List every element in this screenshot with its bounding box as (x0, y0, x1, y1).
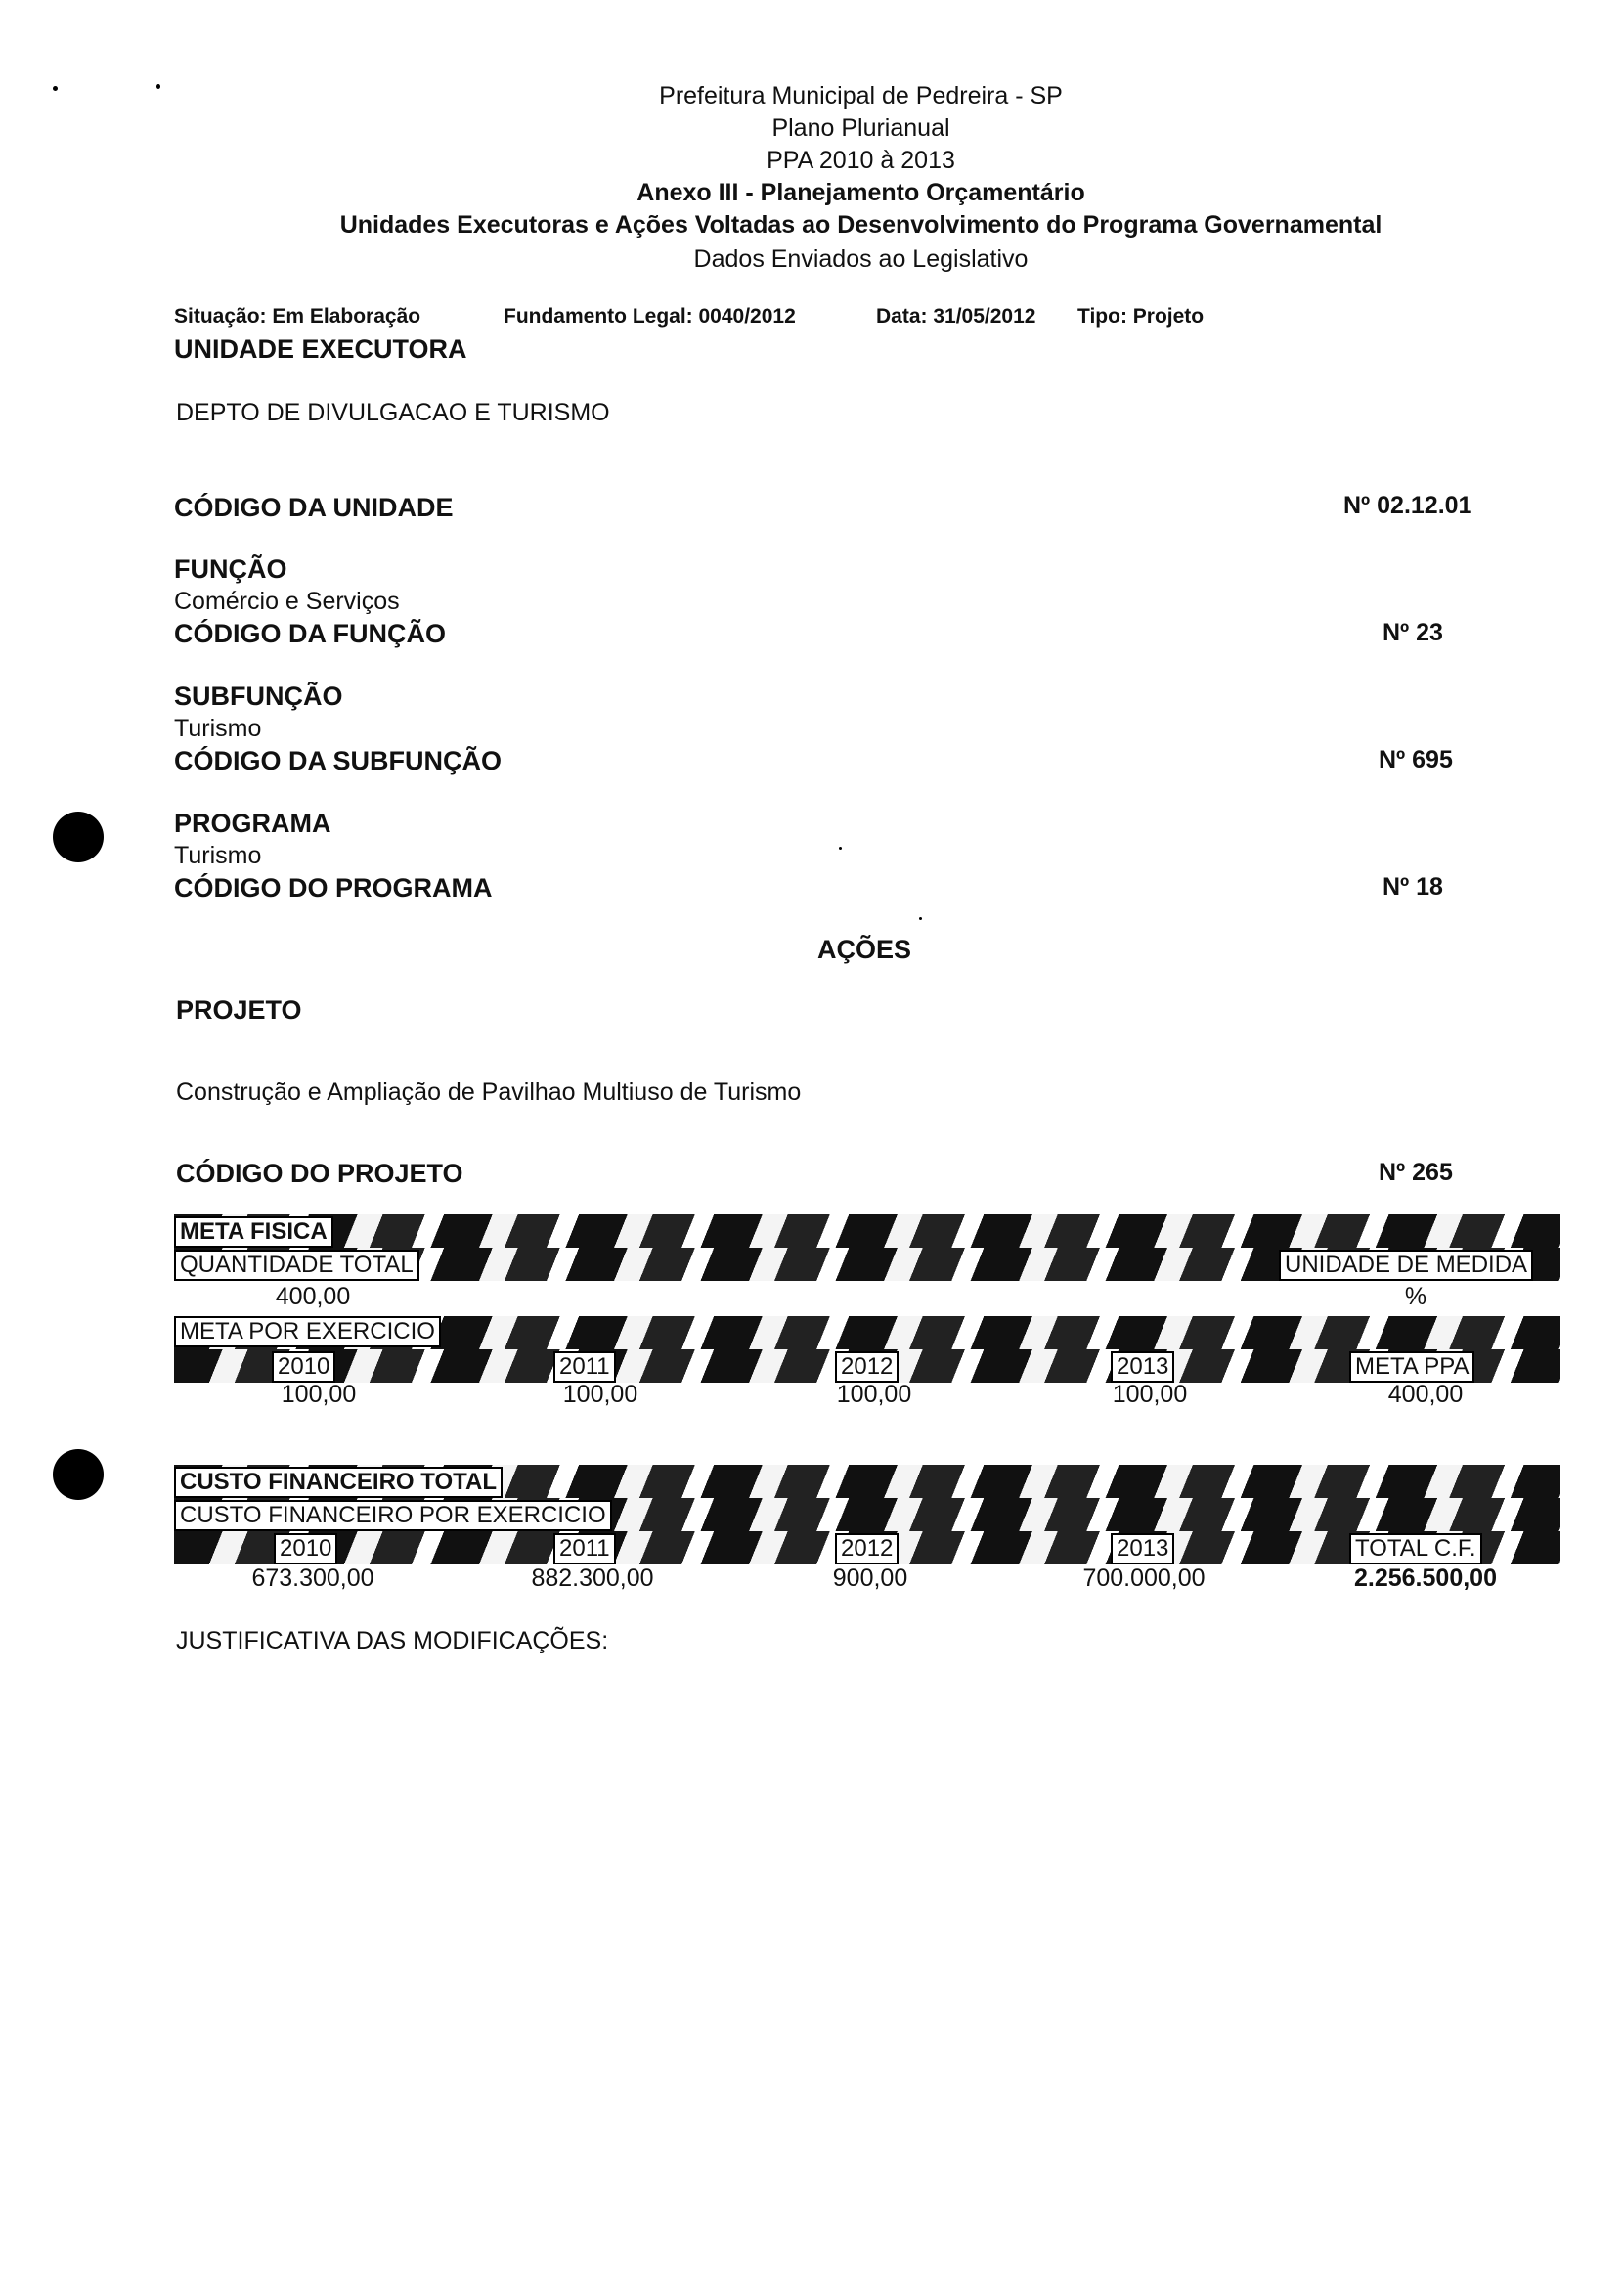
meta-ppa-label: META PPA (1349, 1351, 1474, 1383)
justificativa-label: JUSTIFICATIVA DAS MODIFICAÇÕES: (176, 1627, 609, 1654)
codigo-subfuncao-label: CÓDIGO DA SUBFUNÇÃO (174, 746, 502, 775)
custo-year-2010: 2010 (274, 1533, 337, 1564)
header-ppa: PPA 2010 à 2013 (767, 147, 955, 174)
meta-year-2013: 2013 (1111, 1351, 1174, 1383)
fundamento-legal: Fundamento Legal: 0040/2012 (504, 305, 796, 328)
header-plano: Plano Plurianual (771, 114, 950, 142)
quantidade-total-label: QUANTIDADE TOTAL (174, 1250, 419, 1281)
unidade-executora-label: UNIDADE EXECUTORA (174, 334, 467, 364)
tipo: Tipo: Projeto (1077, 305, 1205, 328)
custo-value-2012: 900,00 (832, 1564, 908, 1592)
meta-fisica-band-1 (174, 1214, 1560, 1248)
unidade-executora-name: DEPTO DE DIVULGACAO E TURISMO (176, 399, 610, 426)
meta-year-2011: 2011 (553, 1351, 616, 1383)
codigo-programa-value: Nº 18 (1383, 873, 1443, 901)
quantidade-total-value: 400,00 (275, 1283, 351, 1310)
custo-total-label: TOTAL C.F. (1349, 1533, 1482, 1564)
subfuncao-label: SUBFUNÇÃO (174, 682, 343, 711)
unidade-medida-label: UNIDADE DE MEDIDA (1279, 1250, 1533, 1281)
meta-por-exercicio-label: META POR EXERCICIO (174, 1316, 441, 1347)
codigo-funcao-label: CÓDIGO DA FUNÇÃO (174, 619, 446, 648)
programa-label: PROGRAMA (174, 809, 331, 838)
situacao: Situação: Em Elaboração (174, 305, 421, 328)
acoes-title: AÇÕES (817, 935, 912, 964)
codigo-projeto-value: Nº 265 (1379, 1159, 1453, 1186)
projeto-label: PROJETO (176, 995, 302, 1025)
meta-value-2010: 100,00 (281, 1381, 357, 1408)
custo-por-exercicio-label: CUSTO FINANCEIRO POR EXERCICIO (174, 1500, 612, 1531)
meta-value-2013: 100,00 (1112, 1381, 1188, 1408)
custo-value-2010: 673.300,00 (251, 1564, 374, 1592)
custo-total-title: CUSTO FINANCEIRO TOTAL (174, 1467, 503, 1498)
scan-speck (839, 847, 842, 850)
custo-value-2013: 700.000,00 (1082, 1564, 1206, 1592)
codigo-unidade-value: Nº 02.12.01 (1343, 492, 1472, 519)
scan-speck (919, 917, 922, 920)
data: Data: 31/05/2012 (876, 305, 1036, 328)
meta-year-2012: 2012 (835, 1351, 899, 1383)
programa-name: Turismo (174, 842, 262, 869)
custo-year-2013: 2013 (1111, 1533, 1174, 1564)
header-prefeitura: Prefeitura Municipal de Pedreira - SP (659, 82, 1063, 110)
subfuncao-name: Turismo (174, 715, 262, 742)
custo-year-2012: 2012 (835, 1533, 899, 1564)
custo-year-2011: 2011 (553, 1533, 616, 1564)
custo-value-2011: 882.300,00 (531, 1564, 654, 1592)
codigo-subfuncao-value: Nº 695 (1379, 746, 1453, 773)
meta-year-2010: 2010 (272, 1351, 335, 1383)
meta-ppa-value: 400,00 (1387, 1381, 1464, 1408)
codigo-funcao-value: Nº 23 (1383, 619, 1443, 646)
funcao-label: FUNÇÃO (174, 554, 287, 584)
meta-value-2011: 100,00 (562, 1381, 638, 1408)
unidade-medida-value: % (1404, 1283, 1427, 1310)
codigo-projeto-label: CÓDIGO DO PROJETO (176, 1159, 463, 1188)
custo-total-value: 2.256.500,00 (1354, 1564, 1497, 1592)
funcao-name: Comércio e Serviços (174, 588, 400, 615)
meta-value-2012: 100,00 (836, 1381, 912, 1408)
header-dados: Dados Enviados ao Legislativo (693, 245, 1029, 273)
projeto-name: Construção e Ampliação de Pavilhao Multiuso de Turismo (176, 1078, 802, 1106)
header-anexo: Anexo III - Planejamento Orçamentário (636, 179, 1085, 206)
codigo-unidade-label: CÓDIGO DA UNIDADE (174, 493, 454, 522)
punch-hole (53, 812, 104, 862)
meta-fisica-title: META FISICA (174, 1216, 333, 1248)
punch-hole (53, 1449, 104, 1500)
codigo-programa-label: CÓDIGO DO PROGRAMA (174, 873, 493, 902)
header-unidades: Unidades Executoras e Ações Voltadas ao Desenvolvimento do Programa Governamental (339, 211, 1383, 239)
